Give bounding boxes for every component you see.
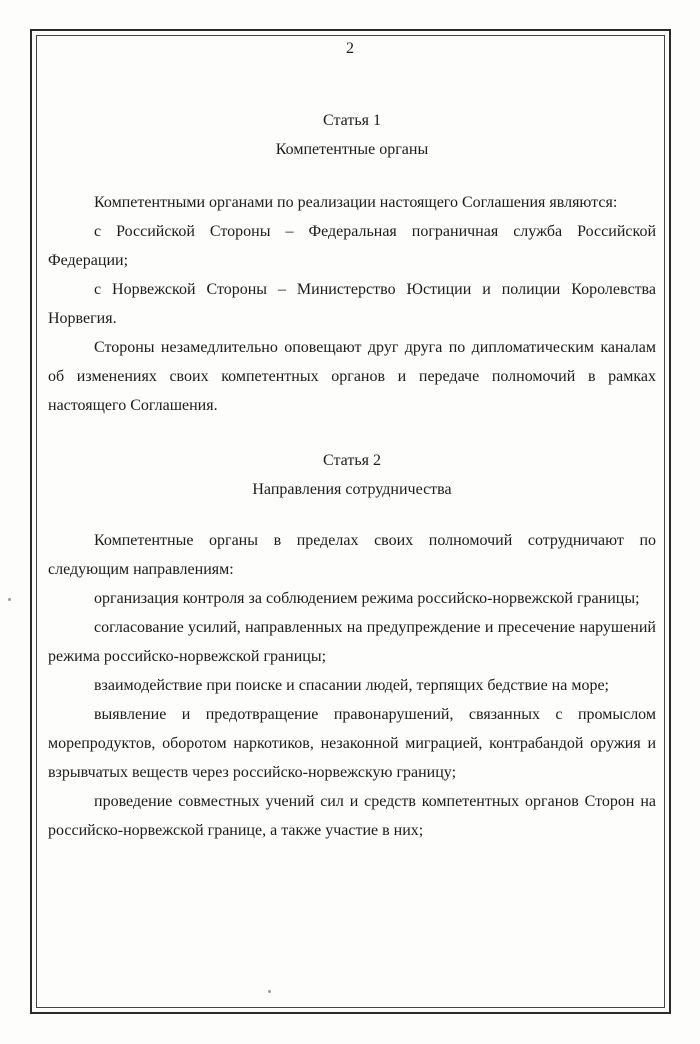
article-title: Компетентные органы: [275, 141, 429, 158]
paragraph: Стороны незамедлительно оповещают друг друга по дипломатическим каналам об изменениях своих компетентных органов и передаче полномочий в рамках настоящего Соглашения.: [48, 339, 656, 414]
paragraph: Компетентными органами по реализации настоящего Соглашения являются:: [94, 194, 618, 211]
paragraph: с Российской Стороны – Федеральная пограничная служба Российской Федерации;: [48, 223, 656, 269]
scan-speck: [8, 598, 11, 601]
article-1: [48, 106, 656, 420]
scan-speck: [268, 990, 271, 993]
document-body: [48, 106, 656, 845]
paragraph: с Норвежской Стороны – Министерство Юстиции и полиции Королевства Норвегия.: [48, 281, 656, 327]
article-number: Статья 2: [323, 452, 381, 469]
paragraph: согласование усилий, направленных на предупреждение и пресечение нарушений режима российско-норвежской границы;: [48, 619, 656, 665]
paragraph: проведение совместных учений сил и средств компетентных органов Сторон на российско-норвежской границе, а также участие в них;: [48, 793, 656, 839]
paragraph: выявление и предотвращение правонарушений, связанных с промыслом морепродуктов, оборотом наркотиков, незаконной миграцией, контрабандой оружия и взрывчатых веществ через российско-норвежскую границу;: [48, 706, 656, 781]
paragraph: взаимодействие при поиске и спасании людей, терпящих бедствие на море;: [94, 677, 609, 694]
article-title: Направления сотрудничества: [252, 481, 452, 498]
paragraph: организация контроля за соблюдением режима российско-норвежской границы;: [94, 590, 640, 607]
page-number: 2: [346, 40, 354, 57]
paragraph: Компетентные органы в пределах своих полномочий сотрудничают по следующим направлениям:: [48, 532, 656, 578]
article-number: Статья 1: [323, 112, 381, 129]
article-2: [48, 446, 656, 845]
